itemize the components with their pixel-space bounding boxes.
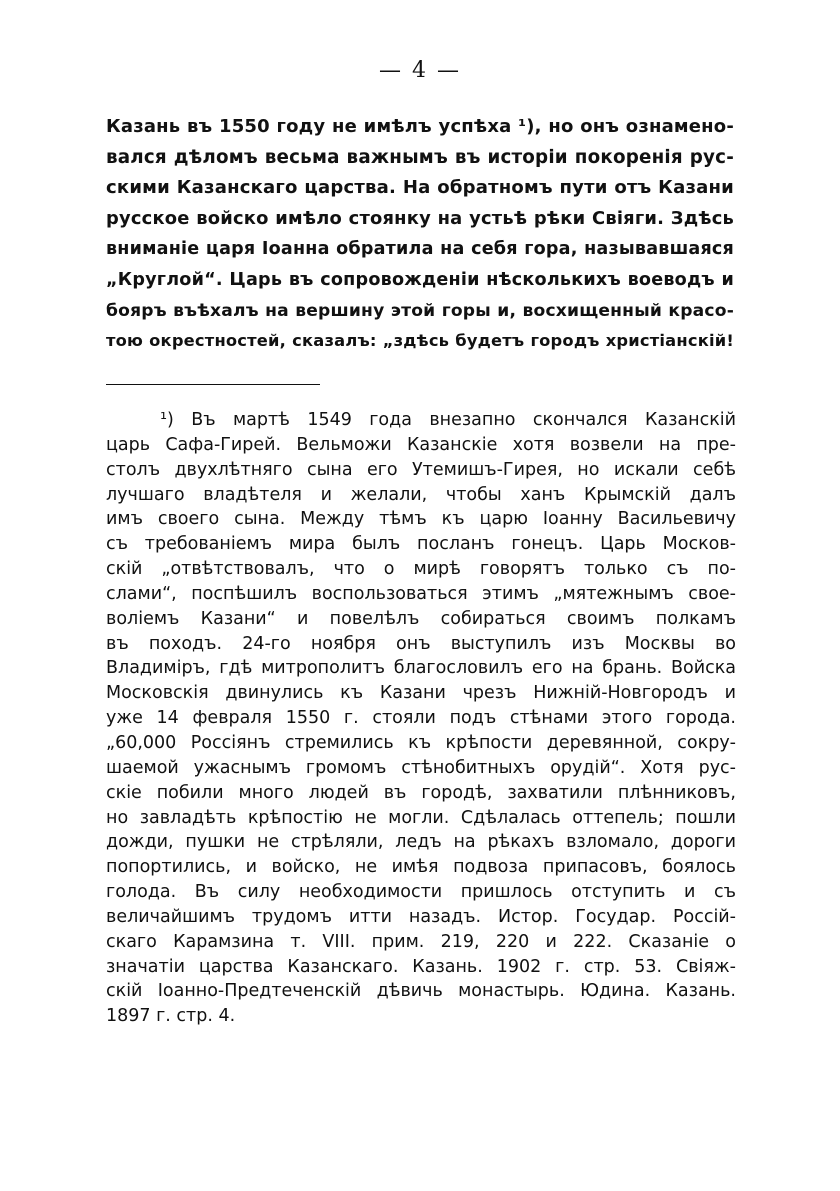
main-text-line: вниманіе царя Іоанна обратила на себя гора, называвшаяся: [106, 239, 734, 260]
page-number: — 4 —: [379, 58, 461, 83]
main-text-line: „Круглой“. Царь въ сопровожденіи нѣсколькихъ воеводъ и: [106, 269, 734, 290]
footnote-line: значатіи царства Казанскаго. Казань. 1902 г. стр. 53. Свіяж-: [106, 956, 736, 977]
footnote-line: въ походъ. 24-го ноября онъ выступилъ изъ Москвы во: [106, 633, 736, 654]
main-text-line: русское войско имѣло стоянку на устьѣ рѣки Свіяги. Здѣсь: [106, 207, 734, 229]
footnote-line: величайшимъ трудомъ итти назадъ. Истор. Государ. Россій-: [106, 906, 736, 927]
footnote-line: дожди, пушки не стрѣляли, ледъ на рѣкахъ взломало, дороги: [106, 832, 736, 853]
footnote-line: Владиміръ, гдѣ митрополитъ благословилъ его на брань. Войска: [106, 658, 736, 679]
footnote-line: столъ двухлѣтняго сына его Утемишъ-Гирея, но искали себѣ: [106, 459, 736, 480]
footnote-line: лучшаго владѣтеля и желали, чтобы ханъ Крымскій далъ: [106, 484, 736, 505]
footnote-line: шаемой ужаснымъ громомъ стѣнобитныхъ орудій“. Хотя рус-: [106, 757, 736, 778]
main-text-line: скими Казанскаго царства. На обратномъ пути отъ Казани: [106, 177, 734, 199]
footnote-line: скіе побили много людей въ городѣ, захватили плѣнниковъ,: [106, 782, 736, 803]
footnote-line: голода. Въ силу необходимости пришлось отступить и съ: [106, 882, 736, 903]
footnote-line: ¹) Въ мартѣ 1549 года внезапно скончался Казанскій: [160, 410, 736, 430]
footnote-line: слами“, поспѣшилъ воспользоваться этимъ „мятежнымъ свое-: [106, 583, 736, 604]
footnote-line: имъ своего сына. Между тѣмъ къ царю Іоанну Васильевичу: [106, 509, 736, 530]
main-text-line: Казань въ 1550 году не имѣлъ успѣха ¹), но онъ ознаменo-: [106, 116, 734, 137]
footnote-line: уже 14 февраля 1550 г. стояли подъ стѣнами этого города.: [106, 708, 736, 729]
main-text-line: бояръ въѣхалъ на вершину этой горы и, восхищенный красо-: [106, 300, 734, 321]
footnote-separator: [106, 384, 320, 385]
footnote-line: но завладѣть крѣпостію не могли. Сдѣлалась оттепель; пошли: [106, 807, 736, 828]
footnote: [106, 408, 736, 1029]
footnote-line: съ требованіемъ мира былъ посланъ гонецъ. Царь Москов-: [106, 534, 736, 555]
footnote-line: 1897 г. стр. 4.: [106, 1006, 236, 1027]
main-text-line: тою окрестностей, сказалъ: „здѣсь будетъ городъ христіанскій!: [106, 331, 734, 351]
main-paragraph: [106, 112, 734, 357]
footnote-line: царь Сафа-Гирей. Вельможи Казанскіе хотя возвели на пре-: [106, 434, 736, 455]
main-text-line: вался дѣломъ весьма важнымъ въ исторіи покоренія рус-: [106, 146, 734, 168]
footnote-line: попортились, и войско, не имѣя подвоза припасовъ, боялось: [106, 857, 736, 878]
footnote-line: скаго Карамзина т. VIII. прим. 219, 220 и 222. Сказаніе о: [106, 931, 736, 952]
footnote-line: скій „отвѣтствовалъ, что о мирѣ говорятъ только съ по-: [106, 559, 736, 580]
footnote-line: Московскія двинулись къ Казани чрезъ Нижній-Новгородъ и: [106, 683, 736, 704]
footnote-line: „60,000 Россіянъ стремились къ крѣпости деревянной, сокру-: [106, 732, 736, 753]
footnote-line: скій Іоанно-Предтеченскій дѣвичь монастырь. Юдина. Казань.: [106, 981, 736, 1002]
footnote-line: воліемъ Казани“ и повелѣлъ собираться своимъ полкамъ: [106, 608, 736, 629]
